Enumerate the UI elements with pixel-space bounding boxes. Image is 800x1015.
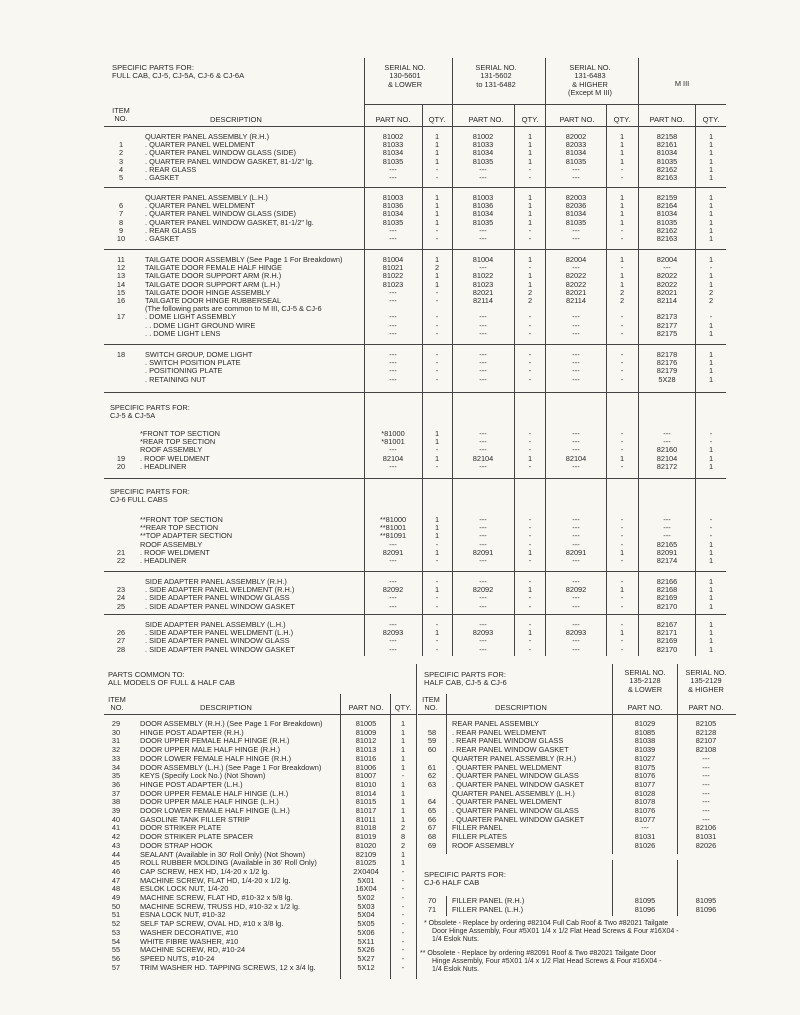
part-numbers: 82004 --- 82022 82022 82021 82114 82173 82177 82175 <box>656 255 678 338</box>
part-numbers: 81002 81033 81034 81035 --- --- <box>472 132 494 183</box>
serial-header-4 <box>640 80 724 88</box>
note-line: ** Obsolete - Replace by ordering #82091 Roof & Two #82021 Tailgate Door <box>420 950 656 957</box>
quantities: 1 1 1 1 1 1 <box>708 193 714 244</box>
part-numbers: --- --- --- --- <box>479 350 487 384</box>
part-numbers: 81003 81036 81034 81035 --- --- <box>382 193 404 244</box>
column-divider <box>416 664 417 979</box>
quantities: 1 1 1 1 - - <box>619 193 625 244</box>
part-no-header: PART NO. <box>688 703 724 712</box>
part-numbers: **81000 **81001 **81091 --- 82091 --- <box>379 515 407 566</box>
section-heading: SPECIFIC PARTS FOR: CJ-6 FULL CABS <box>110 487 190 505</box>
qty-header: QTY. <box>613 115 631 124</box>
part-numbers: 81003 81036 81034 81035 --- --- <box>472 193 494 244</box>
serial-line: (Except M III) <box>568 88 612 98</box>
part-numbers: --- --- --- 82104 --- <box>565 429 587 471</box>
quantities: - 1 - - <box>619 577 625 611</box>
serial-line: 135-2129 <box>690 676 722 686</box>
quantities: - 1 - - <box>527 620 533 654</box>
part-numbers: 81004 81021 81022 81023 --- --- --- --- --- <box>382 255 404 338</box>
header-line: NO. <box>424 703 438 713</box>
quantities: 1 1 - 1 - <box>434 429 440 471</box>
quantities: - - - 1 1 1 <box>708 515 714 566</box>
row-rule <box>104 392 726 393</box>
title-line: SPECIFIC PARTS FOR: <box>112 63 194 72</box>
quantities: - - - - <box>435 350 439 384</box>
serial-header-2 <box>452 64 540 89</box>
quantities: 1 1 1 1 <box>708 577 714 611</box>
column-divider <box>446 694 447 854</box>
serial-line: SERIAL NO. <box>384 63 426 72</box>
common-table-title <box>108 671 235 688</box>
part-numbers: --- 82092 --- --- <box>382 577 404 611</box>
part-numbers: 81005 81009 81012 81013 81016 81006 81007 81010 81014 81015 81017 81011 81018 81019 81020 82109 81025 2X0404 5X01 16X04 5X02 5X03 5X04 5X05 5X06 5X11 5X26 5X27 5X12 <box>353 719 379 972</box>
serial-header-1 <box>364 64 446 89</box>
description-header: DESCRIPTION <box>210 115 262 124</box>
serial-line: & HIGHER <box>688 684 724 694</box>
serial-line: SERIAL NO. <box>685 668 727 677</box>
part-numbers: 82105 82128 82107 82108 --- --- --- --- --- --- --- --- 82106 81031 82026 <box>695 719 717 850</box>
descriptions: SIDE ADAPTER PANEL ASSEMBLY (L.H.) . SIDE ADAPTER PANEL WELDMENT (L.H.) . SIDE ADAPTER PANEL WINDOW GLASS . SIDE ADAPTER PANEL WINDOW GASKET <box>145 620 295 654</box>
item-no-header <box>104 696 130 713</box>
serial-line: SERIAL NO. <box>569 63 611 72</box>
quantities: - - - 1 - <box>619 429 625 471</box>
header-rule <box>104 714 416 715</box>
quantities: - 1 - - <box>434 620 440 654</box>
part-numbers: 82159 82164 81034 81035 82162 82163 <box>656 193 678 244</box>
item-numbers: 6 7 8 9 10 <box>116 201 126 244</box>
column-divider <box>446 896 447 916</box>
header-rule <box>104 126 726 127</box>
note-line: * Obsolete - Replace by ordering #82104 Full Cab Roof & Two #82021 Tailgate <box>424 920 669 927</box>
part-no-header: PART NO. <box>468 115 504 124</box>
descriptions: SWITCH GROUP, DOME LIGHT . SWITCH POSITION PLATE . POSITIONING PLATE . RETAINING NUT <box>145 350 253 384</box>
row-rule <box>104 344 726 345</box>
serial-line: & LOWER <box>627 684 663 694</box>
descriptions: QUARTER PANEL ASSEMBLY (L.H.) . QUARTER PANEL WELDMENT . QUARTER PANEL WINDOW GLASS (SIDE) . QUARTER PANEL WINDOW GASKET, 81-1/2" lg. . REAR GLASS . GASKET <box>145 193 314 244</box>
qty-header: QTY. <box>394 703 412 712</box>
title-line: FULL CAB, CJ-5, CJ-5A, CJ-6 & CJ-6A <box>112 71 245 81</box>
descriptions: DOOR ASSEMBLY (R.H.) (See Page 1 For Breakdown) HINGE POST ADAPTER (R.H.) DOOR UPPER FEMALE HALF HINGE (R.H.) DOOR UPPER MALE HALF HINGE (R.H.) DOOR LOWER FEMALE HALF HINGE (R.H.) DOOR ASSEMBLY (L.H.) (See Page 1 For Breakdown) KEYS (Specify Lock No.) (Not Shown) HINGE POST ADAPTER (L.H.) DOOR UPPER FEMALE HALF HINGE (L.H.) DOOR UPPER MALE HALF HINGE (L.H.) DOOR LOWER FEMALE HALF HINGE (L.H.) GASOLINE TANK FILLER STRIP DOOR STRIKER PLATE DOOR STRIKER PLATE SPACER DOOR STRAP HOOK SEALANT (Available in 30' Roll Only) (Not Shown) ROLL RUBBER MOLDING (Available in 36' Roll Only) CAP SCREW, HEX HD, 1/4-20 x 1/2 lg. MACHINE SCREW, FLAT HD, 1/4-20 x 1/2 lg. ESLOK LOCK NUT, 1/4-20 MACHINE SCREW, FLAT HD, #10-32 x 5/8 lg. MACHINE SCREW, TRUSS HD, #10-32 x 1/2 lg. ESNA LOCK NUT, #10-32 SELF TAP SCREW, OVAL HD, #10 x 3/8 lg. WASHER DECORATIVE, #10 WHITE FIBRE WASHER, #10 MACHINE SCREW, RD, #10-24 SPEED NUTS, #10-24 TRIM WASHER HD. TAPPING SCREWS, 12 x 3/4 lg. <box>140 719 323 972</box>
descriptions: TAILGATE DOOR ASSEMBLY (See Page 1 For Breakdown) TAILGATE DOOR FEMALE HALF HINGE TAILGATE DOOR SUPPORT ARM (R.H.) TAILGATE DOOR SUPPORT ARM (L.H.) TAILGATE DOOR HINGE ASSEMBLY TAILGATE DOOR HINGE RUBBERSEAL (The following parts are common to M III, CJ-5 & CJ-6 . DOME LIGHT ASSEMBLY . . DOME LIGHT GROUND WIRE . . DOME LIGHT LENS <box>145 255 343 338</box>
part-numbers: --- --- --- 82165 82091 82174 <box>656 515 678 566</box>
quantities: 1 1 1 1 - - <box>434 193 440 244</box>
quantities: - - 1 1 1 <box>708 429 714 471</box>
item-numbers: 26 27 28 <box>116 628 126 654</box>
part-numbers: 82178 82176 82179 5X28 <box>656 350 678 384</box>
section-heading: SPECIFIC PARTS FOR: CJ-5 & CJ-5A <box>110 403 190 421</box>
serial-line: 131-5602 <box>480 71 512 81</box>
note-line: Door Hinge Assembly, Four #5X01 1/4 x 1/2 Flat Head Screws & Four #16X04 - <box>432 928 679 936</box>
serial-line: 131-6483 <box>574 71 606 81</box>
part-numbers: --- 82093 --- --- <box>382 620 404 654</box>
part-numbers: --- 82093 --- --- <box>565 620 587 654</box>
quantities: 1 1 1 1 <box>708 350 714 384</box>
qty-header: QTY. <box>521 115 539 124</box>
part-numbers: 81004 --- 81022 81023 82021 82114 --- --- --- <box>472 255 494 338</box>
descriptions: *FRONT TOP SECTION *REAR TOP SECTION ROOF ASSEMBLY . ROOF WELDMENT . HEADLINER <box>140 429 220 471</box>
title-line: CJ-6 HALF CAB <box>424 878 480 888</box>
item-no-header <box>418 696 444 713</box>
row-rule <box>104 187 726 188</box>
note-line: Hinge Assembly, Four #5X01 1/4 x 1/2 Flat Head Screws & Four #16X04 - <box>432 958 662 966</box>
serial-header-2 <box>678 669 734 694</box>
quantities: - - - 1 - <box>527 429 533 471</box>
quantities: - 1 - - <box>434 577 440 611</box>
part-no-header: PART NO. <box>649 115 685 124</box>
item-numbers: 11 12 13 14 15 16 17 <box>116 255 126 322</box>
column-divider <box>364 58 365 656</box>
item-numbers: 58 59 60 61 62 63 64 65 66 67 68 69 <box>427 727 437 850</box>
part-numbers: 82158 82161 81034 81035 82162 82163 <box>656 132 678 183</box>
row-rule <box>104 478 726 479</box>
part-numbers: 81002 81033 81034 81035 --- --- <box>382 132 404 183</box>
obsolete-note-1 <box>424 920 679 945</box>
serial-line: 135-2128 <box>629 676 661 686</box>
row-rule <box>104 614 726 615</box>
part-numbers: --- 82092 --- --- <box>472 577 494 611</box>
part-numbers: --- --- --- 82104 --- <box>472 429 494 471</box>
serial-header-1 <box>614 669 676 694</box>
quantities: - - - - <box>528 350 532 384</box>
part-numbers: --- --- --- --- <box>389 350 397 384</box>
serial-line: & HIGHER <box>572 79 608 89</box>
part-numbers: 81095 81096 <box>695 896 717 914</box>
descriptions: FILLER PANEL (R.H.) FILLER PANEL (L.H.) <box>452 896 525 914</box>
serial-line: SERIAL NO. <box>624 668 666 677</box>
half-cab-table-title <box>424 671 507 688</box>
quantities: - - - - 1 - <box>527 515 533 566</box>
obsolete-note-2 <box>420 950 661 975</box>
part-no-header: PART NO. <box>627 703 663 712</box>
row-rule <box>104 249 726 250</box>
item-numbers: 1 2 3 4 5 <box>118 140 124 183</box>
column-divider <box>390 694 391 979</box>
title-line: SPECIFIC PARTS FOR: <box>424 870 506 879</box>
header-rule <box>418 714 736 715</box>
descriptions: QUARTER PANEL ASSEMBLY (R.H.) . QUARTER PANEL WELDMENT . QUARTER PANEL WINDOW GLASS (SIDE) . QUARTER PANEL WINDOW GASKET, 81-1/2" lg. . REAR GLASS . GASKET <box>145 132 314 183</box>
part-numbers: --- --- 82160 82104 82172 <box>656 429 678 471</box>
quantities: 1 1 1 1 - - <box>527 193 533 244</box>
item-numbers: 29 30 31 32 33 34 35 36 37 38 39 40 41 42 43 44 45 46 47 48 49 50 51 52 53 54 55 56 57 <box>111 719 121 972</box>
descriptions: SIDE ADAPTER PANEL ASSEMBLY (R.H.) . SIDE ADAPTER PANEL WELDMENT (R.H.) . SIDE ADAPTER PANEL WINDOW GLASS . SIDE ADAPTER PANEL WINDOW GASKET <box>145 577 295 611</box>
item-numbers: 19 20 <box>116 453 126 471</box>
part-no-header: PART NO. <box>375 115 411 124</box>
item-numbers: 70 71 <box>427 896 437 914</box>
serial-line: & LOWER <box>387 79 423 89</box>
title-line: SPECIFIC PARTS FOR: <box>424 670 506 679</box>
part-numbers: --- --- --- --- 82091 --- <box>472 515 494 566</box>
quantities: - 1 - - <box>527 577 533 611</box>
quantities: 1 1 1 1 - - <box>619 132 625 183</box>
quantities: 1 - 1 1 2 2 - - - <box>527 255 533 338</box>
quantities: - - - - 1 - <box>619 515 625 566</box>
item-numbers: 23 24 25 <box>116 585 126 611</box>
part-numbers: --- 82092 --- --- <box>565 577 587 611</box>
quantities: 1 1 1 - 1 - <box>434 515 440 566</box>
header-line: NO. <box>114 114 128 124</box>
item-numbers: 18 <box>116 350 126 359</box>
part-numbers: *81000 *81001 --- 82104 --- <box>381 429 405 471</box>
part-numbers: --- 82093 --- --- <box>472 620 494 654</box>
part-numbers: 82166 82168 82169 82170 <box>656 577 678 611</box>
part-numbers: 82002 82033 81034 81035 --- --- <box>565 132 587 183</box>
part-numbers: --- --- --- --- 82091 --- <box>565 515 587 566</box>
descriptions: REAR PANEL ASSEMBLY . REAR PANEL WELDMENT . REAR PANEL WINDOW GLASS . REAR PANEL WINDOW GASKET QUARTER PANEL ASSEMBLY (R.H.) . QUARTER PANEL WELDMENT . QUARTER PANEL WINDOW GLASS . QUARTER PANEL WINDOW GASKET QUARTER PANEL ASSEMBLY (L.H.) . QUARTER PANEL WELDMENT . QUARTER PANEL WINDOW GLASS . QUARTER PANEL WINDOW GASKET FILLER PANEL FILLER PLATES ROOF ASSEMBLY <box>452 719 585 850</box>
quantities: 1 - 1 1 2 2 - 1 1 <box>708 255 714 338</box>
serial-line: to 131-6482 <box>476 79 516 89</box>
cj6-half-cab-heading <box>424 871 506 888</box>
quantities: 1 2 1 1 - - - - - <box>434 255 440 338</box>
top-table-title <box>112 64 244 80</box>
part-numbers: --- --- --- --- <box>572 350 580 384</box>
item-numbers: 21 22 <box>116 547 126 566</box>
header-line: ITEM <box>422 695 440 704</box>
serial-line: 130-5601 <box>389 71 421 81</box>
note-line: 1/4 Eslok Nuts. <box>432 936 480 944</box>
header-line: ITEM <box>112 106 130 115</box>
row-rule <box>104 571 726 572</box>
serial-header-3 <box>545 64 635 98</box>
title-line: ALL MODELS OF FULL & HALF CAB <box>108 678 235 688</box>
quantities: 1 1 1 1 1 1 <box>708 132 714 183</box>
column-divider <box>612 860 613 916</box>
serial-line: M III <box>674 79 690 88</box>
quantities: - - - - <box>620 350 624 384</box>
quantities: 1 1 1 1 - - <box>434 132 440 183</box>
title-line: PARTS COMMON TO: <box>108 670 185 679</box>
column-divider <box>452 58 453 656</box>
descriptions: **FRONT TOP SECTION **REAR TOP SECTION **TOP ADAPTER SECTION ROOF ASSEMBLY . ROOF WELDMENT . HEADLINER <box>140 515 233 566</box>
description-header: DESCRIPTION <box>495 703 547 712</box>
part-no-header: PART NO. <box>559 115 595 124</box>
qty-header: QTY. <box>702 115 720 124</box>
column-divider <box>545 58 546 656</box>
description-header: DESCRIPTION <box>200 703 252 712</box>
part-numbers: 82167 82171 82169 82170 <box>656 620 678 654</box>
serial-line: SERIAL NO. <box>475 63 517 72</box>
part-numbers: 81029 81085 81038 81039 81027 81075 81076 81077 81028 81078 81076 81077 --- 81031 81026 <box>634 719 656 850</box>
column-divider <box>612 664 613 854</box>
quantities: 1 1 1 1 1 1 - 1 1 1 1 1 2 8 2 1 1 - - - - - - - - - - - - <box>400 719 406 972</box>
quantities: - 1 - - <box>619 620 625 654</box>
title-line: HALF CAB, CJ-5 & CJ-6 <box>424 678 507 688</box>
quantities: 1 1 1 1 - - <box>527 132 533 183</box>
part-numbers: 81095 81096 <box>634 896 656 914</box>
quantities: 1 - 1 1 2 2 - - - <box>619 255 625 338</box>
note-line: 1/4 Eslok Nuts. <box>432 966 480 974</box>
header-rule <box>364 104 726 105</box>
part-numbers: 82003 82036 81034 81035 --- --- <box>565 193 587 244</box>
qty-header: QTY. <box>428 115 446 124</box>
header-line: NO. <box>110 703 124 713</box>
item-no-header <box>106 107 136 124</box>
column-divider <box>638 58 639 656</box>
header-line: ITEM <box>108 695 126 704</box>
part-numbers: 82004 --- 82022 82022 82021 82114 --- --- --- <box>565 255 587 338</box>
column-divider <box>340 694 341 979</box>
part-no-header: PART NO. <box>348 703 384 712</box>
quantities: 1 1 1 1 <box>708 620 714 654</box>
